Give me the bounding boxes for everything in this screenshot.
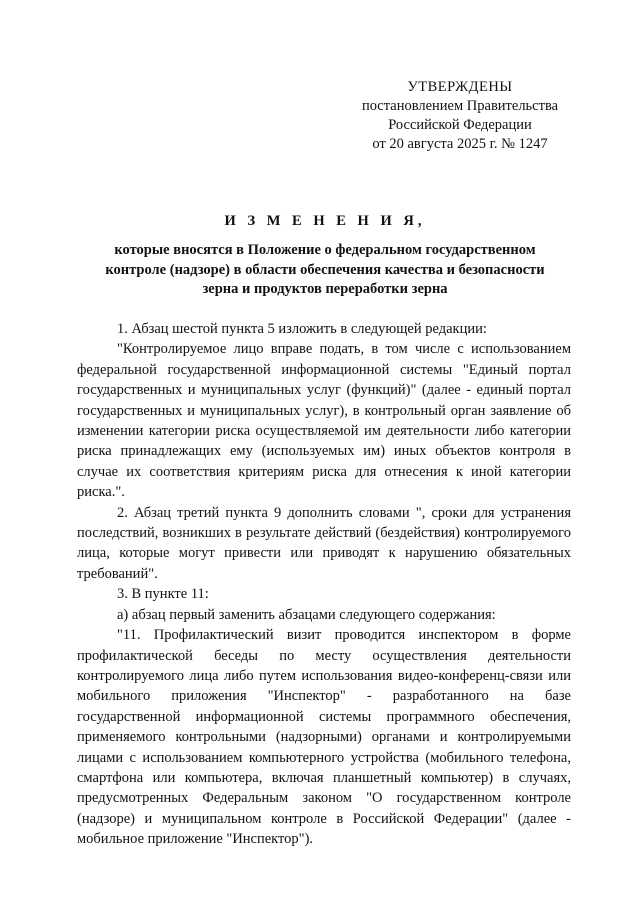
subtitle-line: зерна и продуктов переработки зерна [202,281,448,297]
approval-line-date: от 20 августа 2025 г. № 1247 [372,136,548,152]
paragraph-subitem-a: а) абзац первый заменить абзацами следующего содержания: [117,606,496,623]
document-subtitle [70,241,580,300]
subtitle-line: которые вносятся в Положение о федеральном государственном [114,242,536,258]
approval-line-country: Российской Федерации [388,117,532,133]
document-body [77,319,571,850]
paragraph-item-3: 3. В пункте 11: [117,586,209,603]
approval-line-decree: постановлением Правительства [361,98,559,114]
document-title: И З М Е Н Е Н И Я, [224,213,426,229]
paragraph-quoted-text-1: "Контролируемое лицо вправе подать, в том числе с использованием федеральной государственной информационной системы "Единый портал государственных и муниципальных услуг (функций)" (далее - единый портал государственных и муниципальных услуг), в контрольный орган заявление об изменении категории риска осуществляемой им деятельности либо категории риска принадлежащих ему (используемых им) иных объектов контроля в случае их соответствия критериям риска для отнесения к иной категории риска.". [77,341,571,501]
paragraph-quoted-text-2: "11. Профилактический визит проводится инспектором в форме профилактической беседы по месту осуществления деятельности контролируемого лица либо путем использования видео-конференц-связи или мобильного приложения "Инспектор" - разработанного на базе государственной информационной системы программного обеспечения, применяемого контрольными (надзорными) органами и контролируемыми лицами с использованием компьютерного устройства (мобильного телефона, смартфона или компьютера, включая планшетный компьютер) в случаях, предусмотренных Федеральным законом "О государственном контроле (надзоре) и муниципальном контроле в Российской Федерации" (далее - мобильное приложение "Инспектор"). [77,627,571,848]
approval-heading: УТВЕРЖДЕНЫ [407,79,513,95]
approval-block [330,78,590,154]
subtitle-line: контроле (надзоре) в области обеспечения качества и безопасности [105,261,545,278]
paragraph-item-2: 2. Абзац третий пункта 9 дополнить словами ", сроки для устранения последствий, возникших в результате действий (бездействия) контролируемого лица, которые могут привести или приводят к нарушению обязательных требований". [77,504,571,582]
paragraph-item-1: 1. Абзац шестой пункта 5 изложить в следующей редакции: [117,321,487,337]
